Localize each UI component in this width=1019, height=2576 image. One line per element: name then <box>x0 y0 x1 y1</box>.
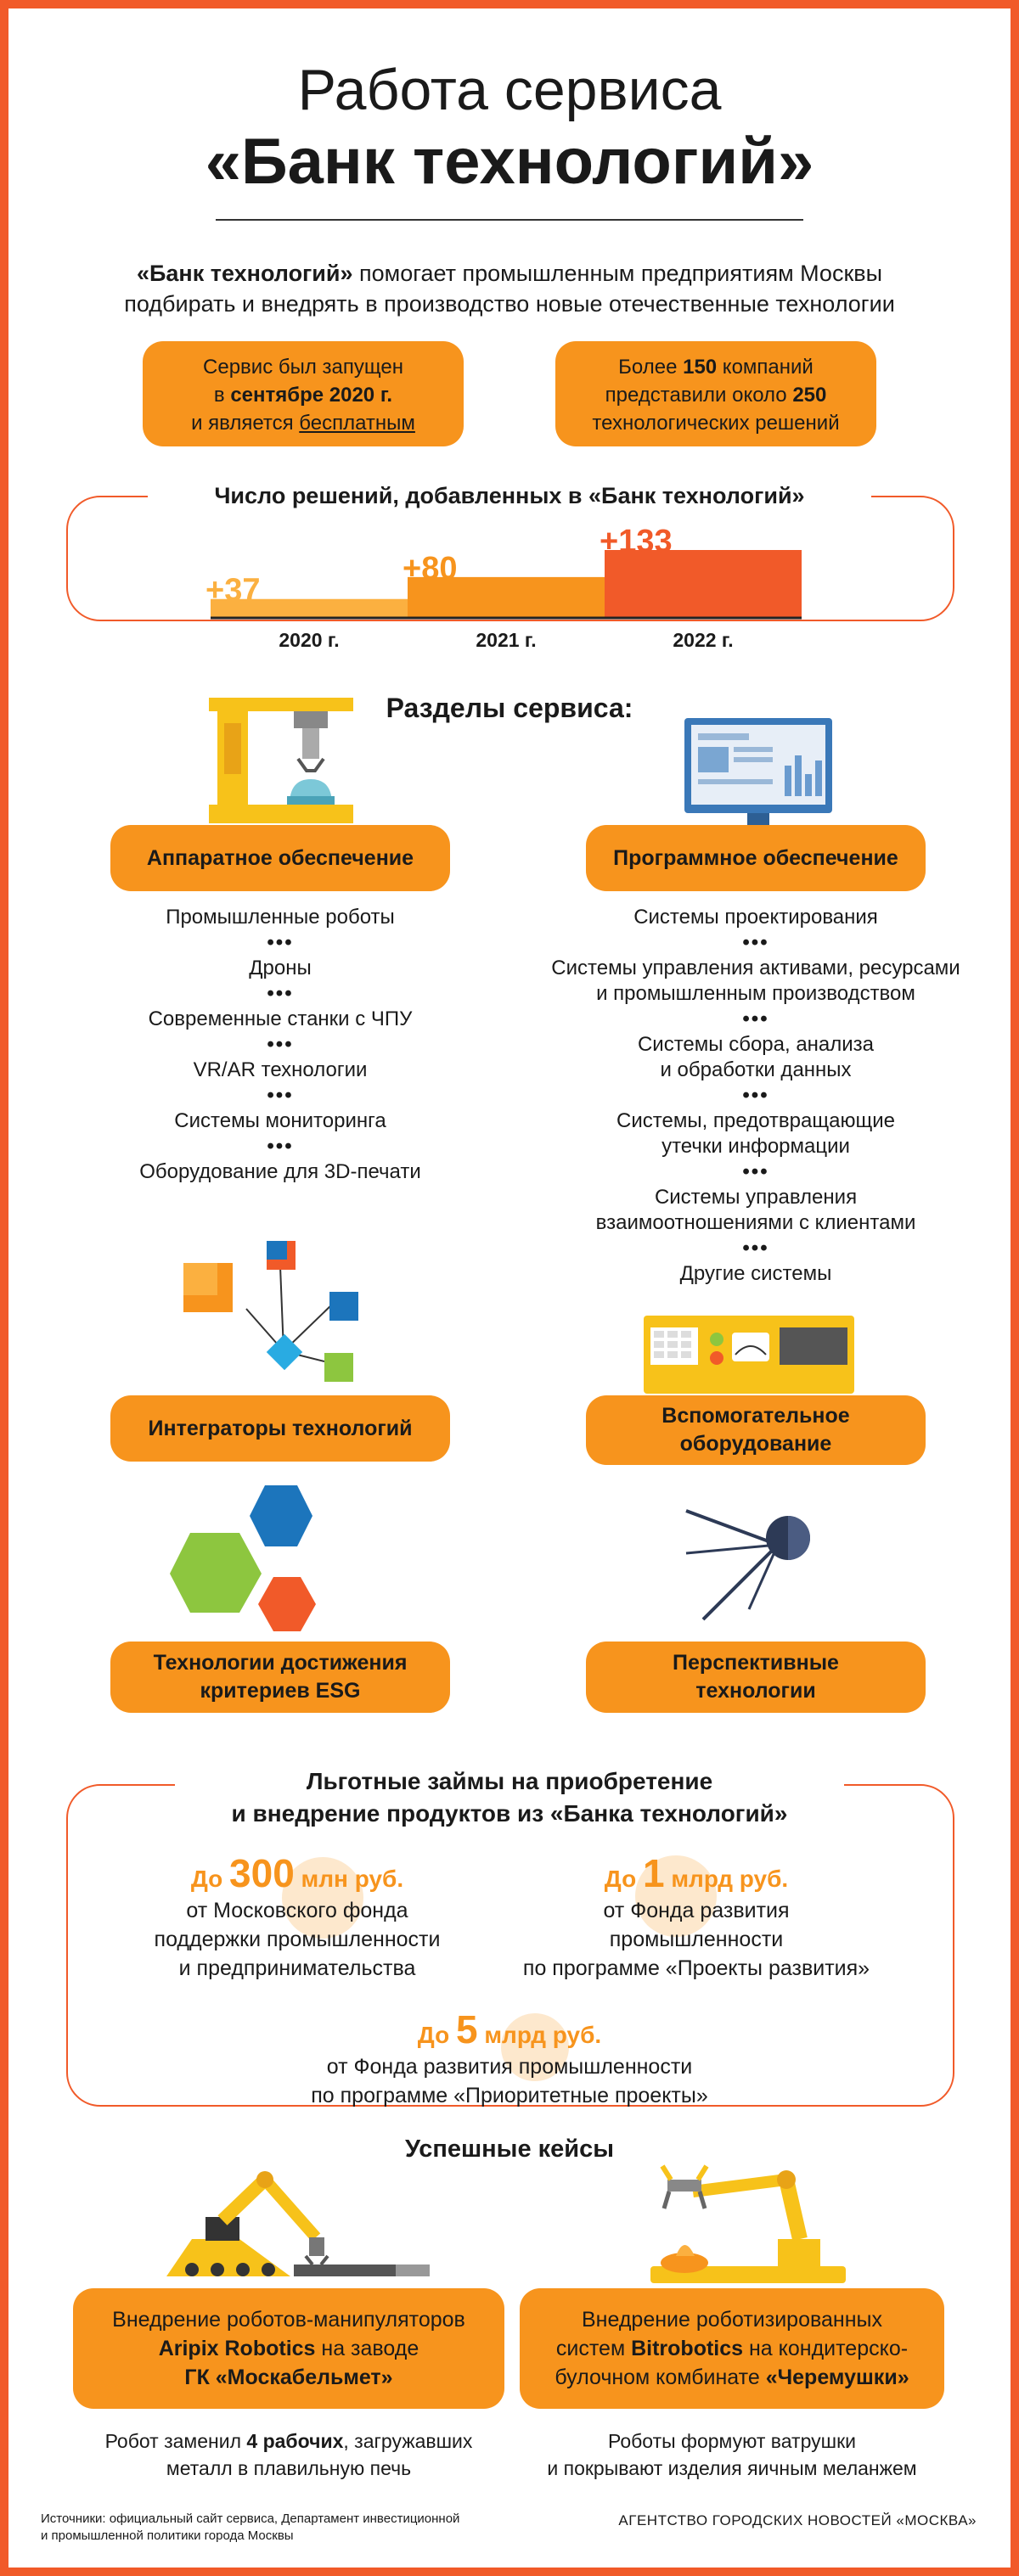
esg-line1: Технологии достижения <box>153 1651 408 1675</box>
loan-source <box>493 1896 900 1983</box>
list-separator: ••• <box>742 1237 769 1260</box>
case-left-line1: Внедрение роботов-манипуляторов <box>112 2308 465 2332</box>
launch-date: сентябре 2020 г. <box>230 384 393 407</box>
list-separator: ••• <box>742 931 769 954</box>
list-separator: ••• <box>742 1084 769 1107</box>
free-label: бесплатным <box>299 412 415 435</box>
loan-amount-unit: млн руб. <box>294 1866 404 1892</box>
loan-source-line: от Фонда развития <box>603 1899 790 1922</box>
case-right-line2-post: на кондитерско- <box>743 2337 909 2360</box>
infographic-page <box>8 8 1011 2568</box>
auxiliary-line1: Вспомогательное <box>662 1404 850 1428</box>
chart-data-label-2: +80 <box>403 550 458 586</box>
loan-amount-number: 300 <box>229 1851 295 1895</box>
chart-category-label-2: 2021 г. <box>476 629 537 651</box>
bakery-robot-icon <box>650 2158 846 2290</box>
software-list-line: Другие системы <box>679 1262 832 1285</box>
loan-source-line: от Московского фонда <box>186 1899 408 1922</box>
promising-line2: технологии <box>695 1679 816 1703</box>
loan-amount <box>493 1850 900 1896</box>
case-left-desc-pre: Робот заменил <box>104 2430 247 2452</box>
case-box-aripix <box>73 2288 504 2409</box>
loan-source-line: поддержки промышленности <box>154 1928 441 1951</box>
case-left-description <box>73 2427 504 2482</box>
agency-credit: АГЕНТСТВО ГОРОДСКИХ НОВОСТЕЙ «МОСКВА» <box>618 2512 977 2528</box>
software-list-line: Системы, предотвращающие <box>616 1109 895 1132</box>
sources-line1: Источники: официальный сайт сервиса, Департамент инвестиционной <box>41 2511 460 2526</box>
software-list-line: взаимоотношениями с клиентами <box>595 1211 916 1234</box>
case-right-description <box>520 2427 944 2482</box>
loan-source-line: промышленности <box>609 1928 784 1951</box>
chart-category-label-1: 2020 г. <box>279 629 340 651</box>
title-line-1: Работа сервиса <box>297 58 722 122</box>
hardware-list-item: Дроны <box>249 957 312 979</box>
case-left-desc-bold: 4 рабочих <box>246 2430 344 2452</box>
solutions-pre: представили около <box>605 384 793 407</box>
loan-source-line: и предпринимательства <box>178 1956 416 1980</box>
chart-category-label-3: 2022 г. <box>673 629 734 651</box>
solutions-count: 250 <box>792 384 827 407</box>
case-right-line2-pre: систем <box>555 2337 632 2360</box>
loans-title-line2: и внедрение продуктов из «Банка технологий» <box>231 1800 788 1827</box>
promising-line1: Перспективные <box>673 1651 839 1675</box>
loans-title-line1: Льготные займы на приобретение <box>306 1768 713 1794</box>
sources-note <box>41 2511 516 2545</box>
software-list-line: Системы сбора, анализа <box>637 1033 875 1056</box>
case-left-desc-line2: металл в плавильную печь <box>166 2457 412 2479</box>
case-right-desc-line2: и покрывают изделия яичным меланжем <box>547 2457 917 2479</box>
loan-item-frp-priority <box>255 2006 764 2110</box>
list-separator: ••• <box>742 1007 769 1030</box>
loan-source-line: по программе «Приоритетные проекты» <box>311 2084 708 2107</box>
software-list-line: Системы управления активами, ресурсами <box>551 957 960 979</box>
software-list-line: Системы управления <box>654 1186 858 1209</box>
loan-amount-unit: млрд руб. <box>477 2022 602 2048</box>
case-left-client: ГК «Москабельмет» <box>184 2366 393 2389</box>
list-separator: ••• <box>267 1084 294 1107</box>
list-separator: ••• <box>267 982 294 1005</box>
launch-line1: Сервис был запущен <box>203 356 403 379</box>
companies-post: компаний <box>717 356 814 379</box>
case-right-desc-line1: Роботы формуют ватрушки <box>608 2430 856 2452</box>
chart-data-label-3: +133 <box>600 524 673 559</box>
integrators-pill: Интеграторы технологий <box>110 1395 450 1462</box>
case-left-company: Aripix Robotics <box>158 2337 316 2360</box>
list-separator: ••• <box>267 931 294 954</box>
loan-source <box>255 2052 764 2110</box>
loan-amount <box>255 2006 764 2052</box>
chart-data-label-1: +37 <box>205 572 261 609</box>
case-right-company: Bitrobotics <box>631 2337 744 2360</box>
cases-title: Успешные кейсы <box>405 2135 614 2163</box>
loan-amount <box>110 1850 484 1896</box>
solutions-line3: технологических решений <box>592 412 840 435</box>
intro-bold: «Банк технологий» <box>136 261 353 286</box>
case-box-bitrobotics <box>520 2288 944 2409</box>
software-list-line: утечки информации <box>662 1135 850 1158</box>
loan-highlight-circles <box>8 8 1011 2568</box>
hardware-list-item: Промышленные роботы <box>166 906 395 929</box>
loan-item-mfpp <box>110 1850 484 1983</box>
sources-line2: и промышленной политики города Москвы <box>41 2528 294 2543</box>
auxiliary-line2: оборудование <box>679 1432 832 1456</box>
loan-amount-number: 1 <box>642 1851 665 1895</box>
software-pill: Программное обеспечение <box>586 825 926 891</box>
title-line-2: «Банк технологий» <box>205 126 814 198</box>
loan-source-line: от Фонда развития промышленности <box>326 2055 693 2079</box>
case-right-line3-pre: булочном комбинате <box>555 2366 766 2389</box>
case-left-line2-post: на заводе <box>315 2337 419 2360</box>
intro-line1: помогает промышленным предприятиям Москвы <box>352 261 883 286</box>
chart-title: Число решений, добавленных в «Банк технологий» <box>148 480 871 511</box>
companies-count: 150 <box>683 356 718 379</box>
sections-title: Разделы сервиса: <box>386 693 633 723</box>
hardware-list-item: VR/AR технологии <box>193 1058 368 1081</box>
intro-line2: подбирать и внедрять в производство новые отечественные технологии <box>124 291 895 317</box>
esg-line2: критериев ESG <box>200 1679 361 1703</box>
launch-line3-pre: и является <box>191 412 300 435</box>
hardware-list-item: Системы мониторинга <box>174 1109 386 1132</box>
software-list-line: Системы проектирования <box>633 906 878 929</box>
hardware-list-item: Современные станки с ЧПУ <box>148 1007 413 1030</box>
loan-source <box>110 1896 484 1983</box>
software-list-line: и промышленным производством <box>596 982 915 1005</box>
list-separator: ••• <box>267 1033 294 1056</box>
loan-amount-unit: млрд руб. <box>664 1866 789 1892</box>
companies-pre: Более <box>618 356 684 379</box>
software-list-line: и обработки данных <box>660 1058 852 1081</box>
robot-manipulator-icon <box>166 2169 430 2288</box>
hardware-list-item: Оборудование для 3D-печати <box>139 1160 421 1183</box>
launch-line2-pre: в <box>213 384 231 407</box>
loan-amount-prefix: До <box>190 1866 230 1892</box>
loan-source-line: по программе «Проекты развития» <box>522 1956 870 1980</box>
hardware-pill: Аппаратное обеспечение <box>110 825 450 891</box>
loan-amount-prefix: До <box>604 1866 643 1892</box>
list-separator: ••• <box>742 1160 769 1183</box>
list-separator: ••• <box>267 1135 294 1158</box>
loan-item-frp-development <box>493 1850 900 1983</box>
case-right-client: «Черемушки» <box>765 2366 909 2389</box>
case-right-line1: Внедрение роботизированных <box>582 2308 882 2332</box>
loan-amount-prefix: До <box>417 2022 456 2048</box>
loan-amount-number: 5 <box>455 2007 478 2051</box>
case-left-desc-post: , загружавших <box>343 2430 473 2452</box>
